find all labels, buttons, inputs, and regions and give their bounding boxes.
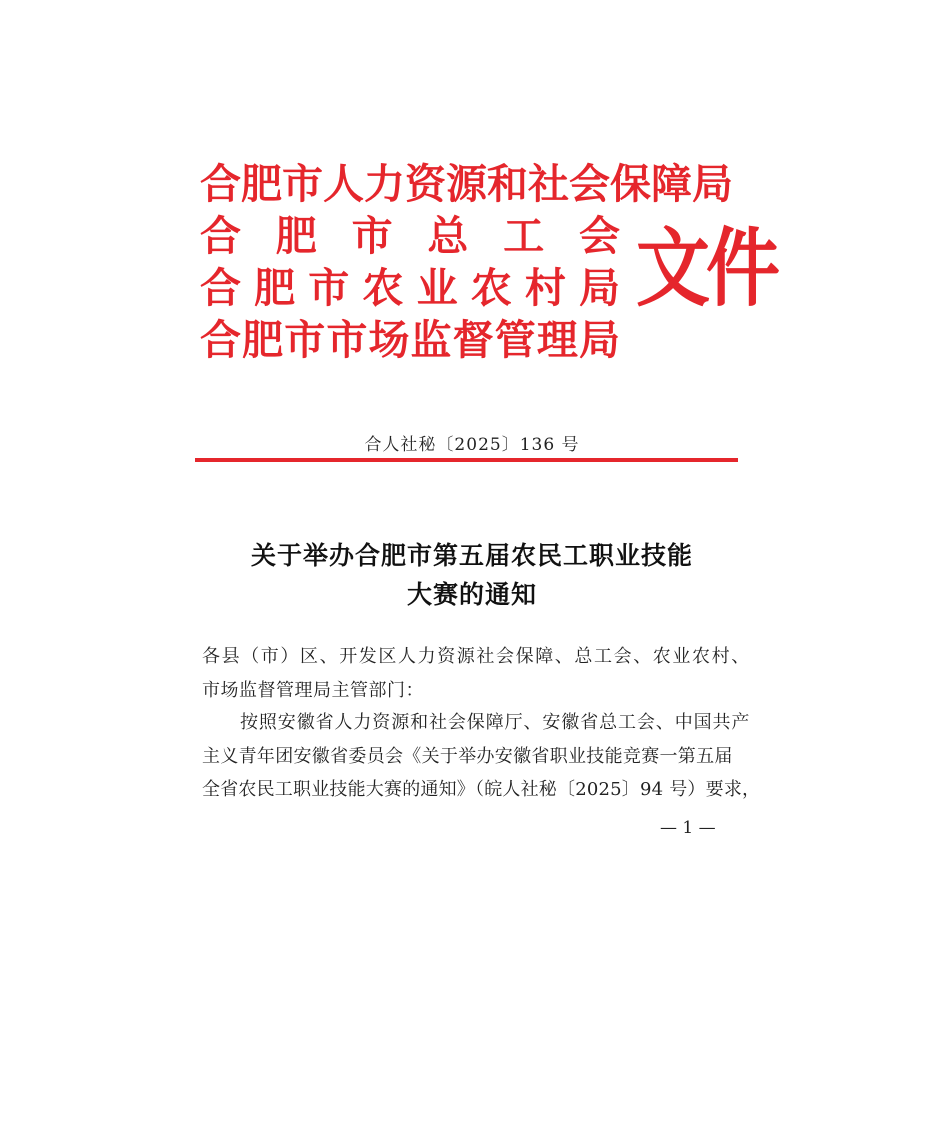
document-number: 合人社秘〔2025〕136 号: [364, 435, 580, 455]
red-divider: [195, 458, 738, 462]
issuer-char: 会: [578, 212, 620, 260]
issuer-char: 场: [368, 316, 410, 364]
issuer-char: 市: [284, 316, 326, 364]
document-type-label: 文件: [636, 219, 776, 319]
body-line: 各县（市）区、开发区人力资源社会保障、总工会、农业农村、: [202, 646, 751, 667]
issuer-char: 市: [326, 316, 368, 364]
page-number: — 1 —: [660, 818, 716, 838]
body-line: 市场监督管理局主管部门：: [202, 680, 424, 701]
issuer-char: 农: [362, 264, 404, 312]
body-line: 主义青年团安徽省委员会《关于举办安徽省职业技能竞赛一第五届: [202, 746, 733, 767]
issuer-char: 合: [200, 264, 241, 312]
issuer-agriculture-bureau: [200, 262, 620, 314]
issuer-char: 督: [452, 316, 494, 364]
issuer-char: 市: [308, 264, 350, 312]
issuer-char: 村: [524, 264, 566, 312]
issuer-char: 工: [503, 212, 545, 260]
issuer-char: 业: [416, 264, 458, 312]
issuer-hr-bureau-text: 合肥市人力资源和社会保障局: [200, 160, 733, 208]
issuer-char: 市: [351, 212, 393, 260]
issuer-hr-bureau: [200, 158, 733, 210]
body-line: 全省农民工职业技能大赛的通知》（皖人社秘〔2025〕94 号）要求，: [202, 779, 761, 800]
issuer-char: 合: [200, 212, 241, 260]
document-title-line-2: 大赛的通知: [406, 580, 537, 609]
issuer-char: 肥: [275, 212, 317, 260]
body-line: 按照安徽省人力资源和社会保障厅、安徽省总工会、中国共产: [240, 712, 751, 733]
issuer-char: 总: [427, 212, 469, 260]
issuer-trade-union: [200, 210, 620, 262]
issuer-char: 局: [578, 264, 620, 312]
document-title-line-1: 关于举办合肥市第五届农民工职业技能: [250, 541, 693, 570]
issuer-market-regulation: [200, 314, 620, 366]
issuer-char: 肥: [254, 264, 296, 312]
issuer-char: 管: [494, 316, 536, 364]
issuer-char: 肥: [242, 316, 284, 364]
issuer-char: 监: [410, 316, 452, 364]
issuer-char: 合: [200, 316, 241, 364]
issuer-char: 农: [470, 264, 512, 312]
issuer-char: 理: [536, 316, 578, 364]
issuer-char: 局: [578, 316, 620, 364]
